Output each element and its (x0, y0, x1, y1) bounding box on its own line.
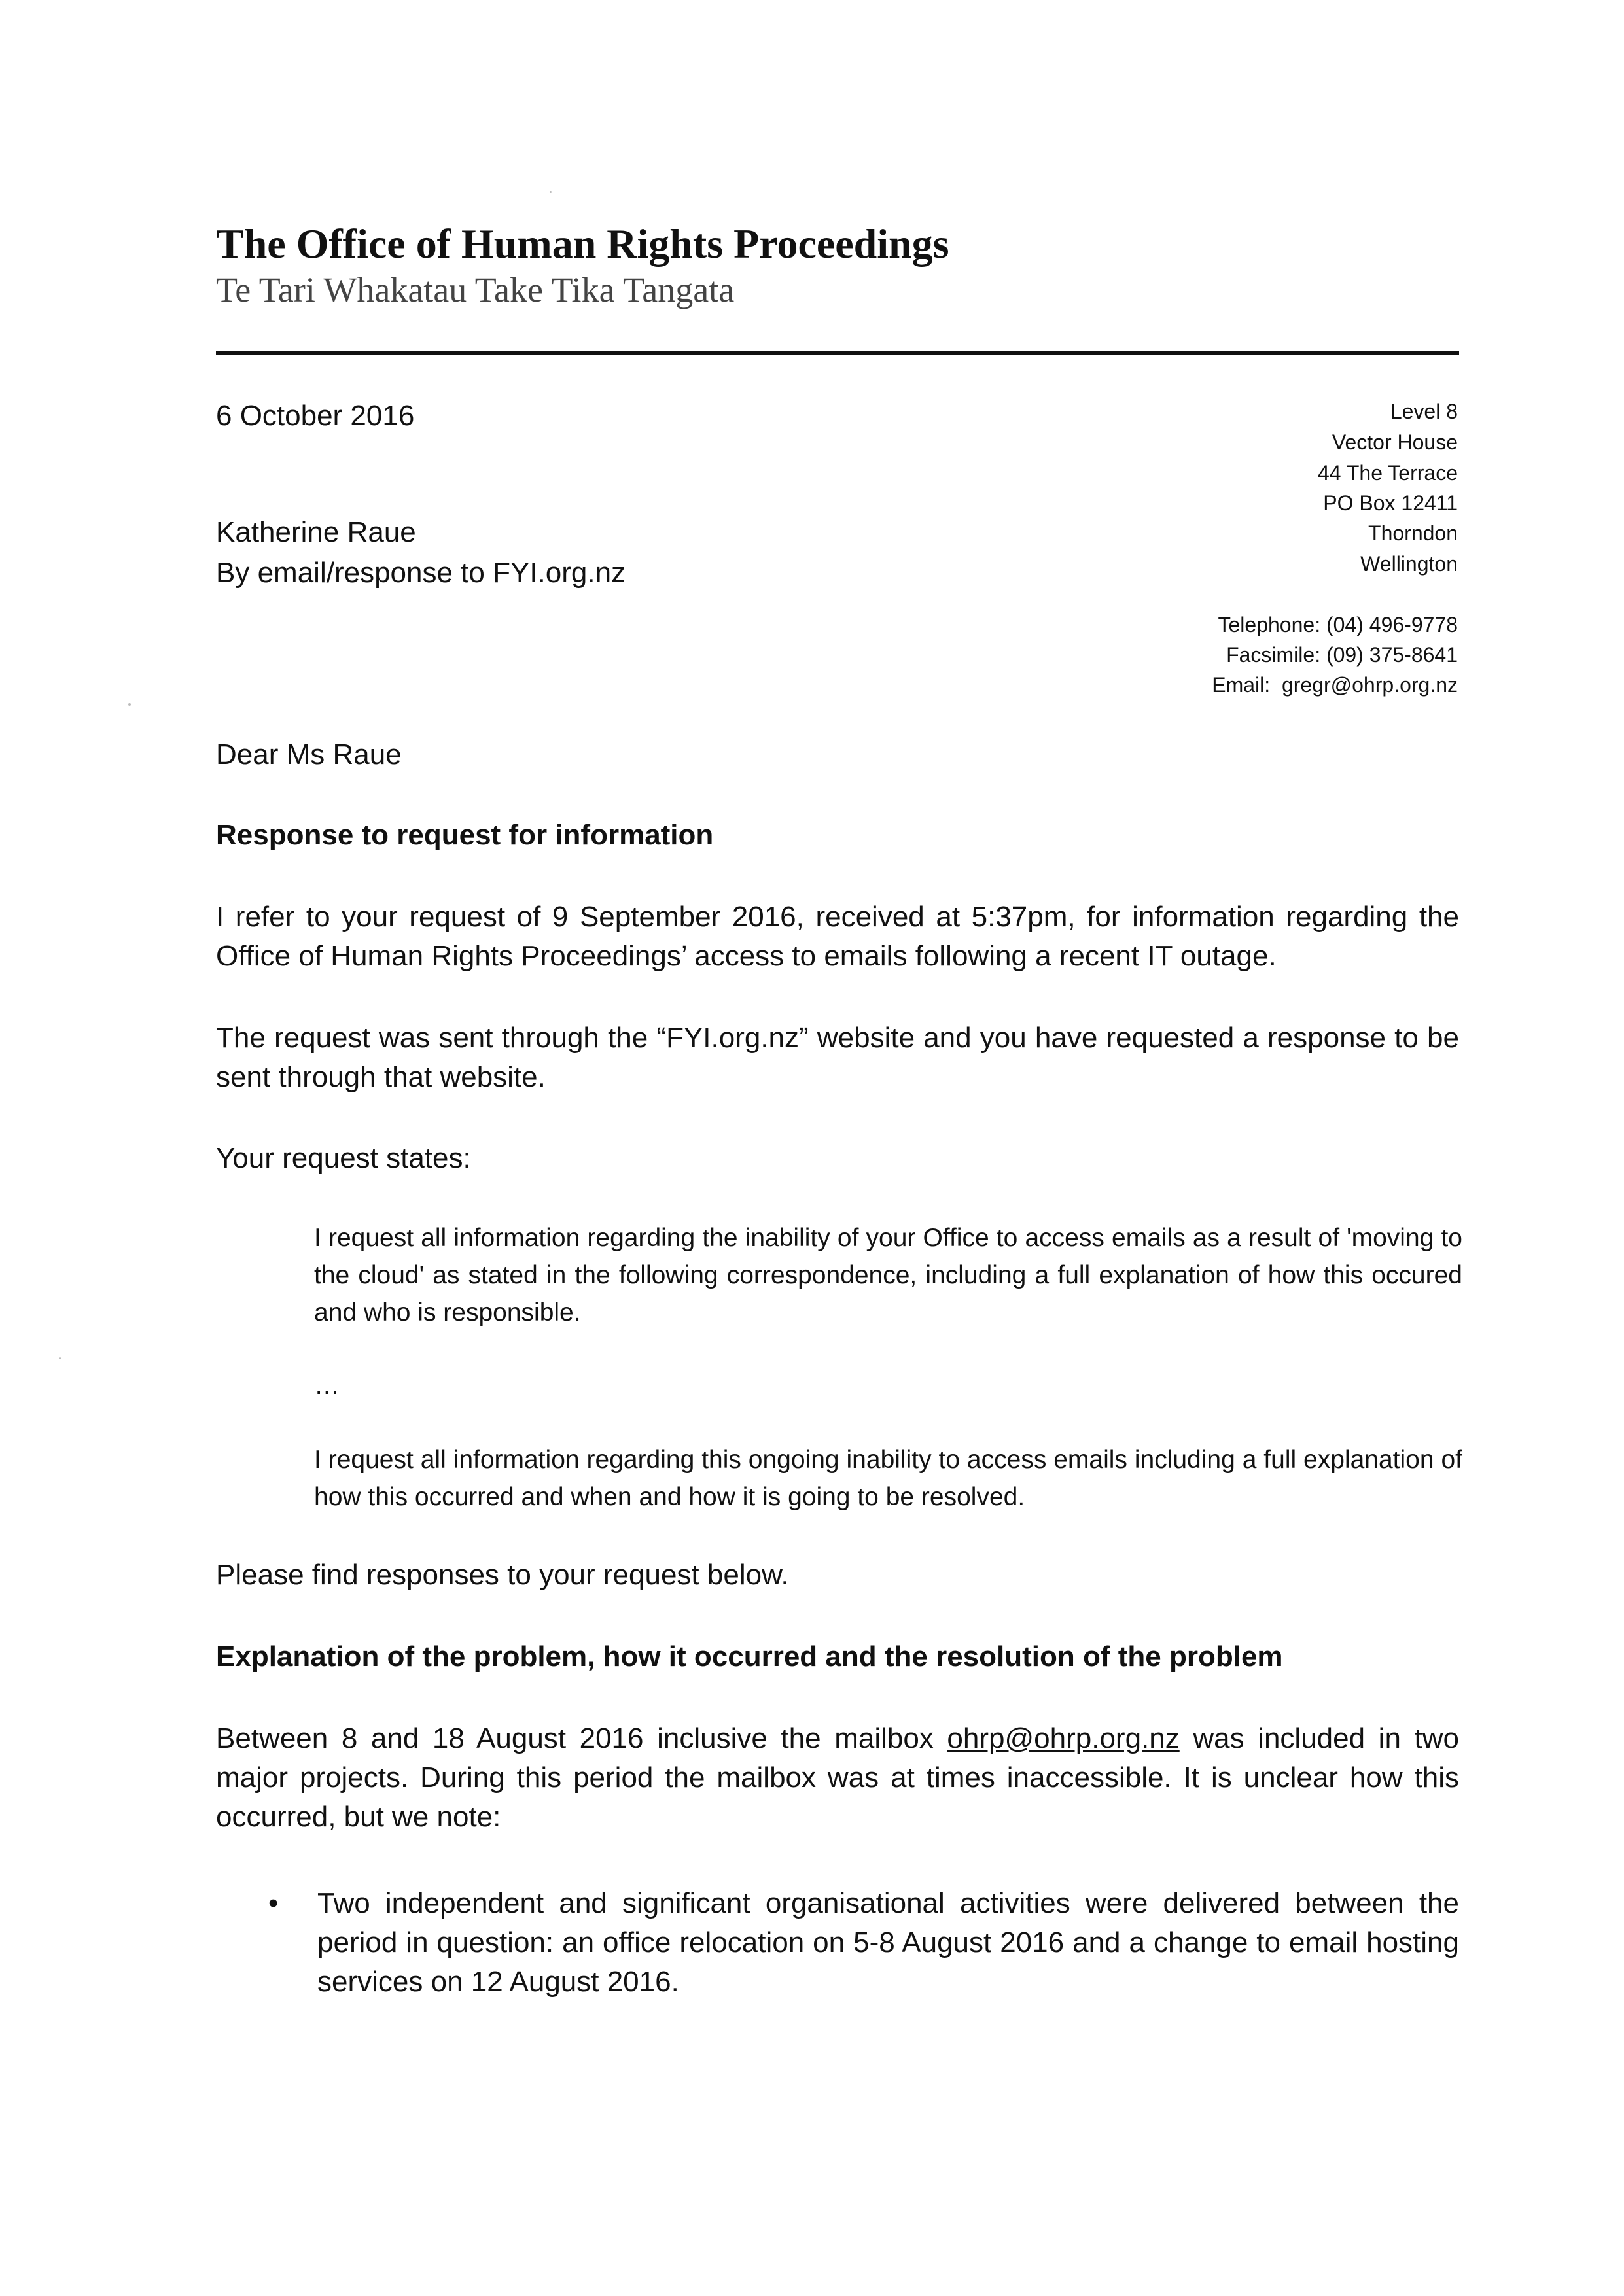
scan-speck (128, 703, 131, 706)
paragraph-request-reference: I refer to your request of 9 September 2016, received at 5:37pm, for information regarding the Office of Human Rights Proceedings’ access to emails following a recent IT outage. (216, 901, 1459, 972)
scan-speck (59, 1357, 61, 1359)
paragraph-request-states: Your request states: (216, 1142, 471, 1174)
paragraph-responses-below: Please find responses to your request below. (216, 1559, 789, 1591)
address-line: Wellington (1360, 552, 1458, 576)
section-heading-explanation: Explanation of the problem, how it occurred and the resolution of the problem (216, 1641, 1283, 1673)
quote-ellipsis: … (314, 1372, 340, 1400)
paragraph-fyi-website: The request was sent through the “FYI.org.nz” website and you have requested a response to be sent through that website. (216, 1022, 1459, 1093)
explanation-text-before: Between 8 and 18 August 2016 inclusive the mailbox (216, 1722, 947, 1754)
salutation: Dear Ms Raue (216, 739, 402, 771)
telephone: Telephone: (04) 496-9778 (1218, 613, 1458, 636)
recipient-delivery: By email/response to FYI.org.nz (216, 557, 626, 589)
bullet-item: Two independent and significant organisational activities were delivered between the period in question: an office relocation on 5-8 August 2016 and a change to email hosting services on 12 August 2016. (317, 1887, 1459, 1998)
address-line: Vector House (1332, 430, 1458, 454)
mailbox-link[interactable]: ohrp@ohrp.org.nz (947, 1722, 1180, 1754)
explanation-text-after: was included in two major projects. During this period the mailbox was at times inaccessible. It is unclear how this occurred, but we note: (216, 1722, 1459, 1833)
address-line: 44 The Terrace (1317, 461, 1458, 485)
email-label: Email: (1212, 673, 1271, 697)
letterhead-subtitle: Te Tari Whakatau Take Tika Tangata (216, 270, 735, 309)
quote-request-2: I request all information regarding this ongoing inability to access emails including a full explanation of how this occurred and when and how it is going to be resolved. (314, 1446, 1462, 1511)
quote-request-1: I request all information regarding the inability of your Office to access emails as a result of 'moving to the cloud' as stated in the following correspondence, including a full explanation of how this occured and who is responsible. (314, 1224, 1462, 1327)
bullet-icon: • (268, 1887, 279, 1919)
letter-date: 6 October 2016 (216, 400, 415, 432)
letterhead-divider (216, 351, 1459, 355)
email-line (1212, 670, 1458, 701)
paragraph-explanation (216, 1719, 1459, 1837)
letterhead-title: The Office of Human Rights Proceedings (216, 220, 949, 267)
scan-speck (550, 191, 552, 193)
section-heading-response: Response to request for information (216, 819, 714, 851)
email-address[interactable]: gregr@ohrp.org.nz (1281, 673, 1458, 697)
address-line: Level 8 (1390, 400, 1458, 423)
address-line: Thorndon (1368, 521, 1458, 545)
recipient-name: Katherine Raue (216, 516, 416, 548)
address-line: PO Box 12411 (1323, 491, 1458, 515)
facsimile: Facsimile: (09) 375-8641 (1226, 643, 1458, 667)
